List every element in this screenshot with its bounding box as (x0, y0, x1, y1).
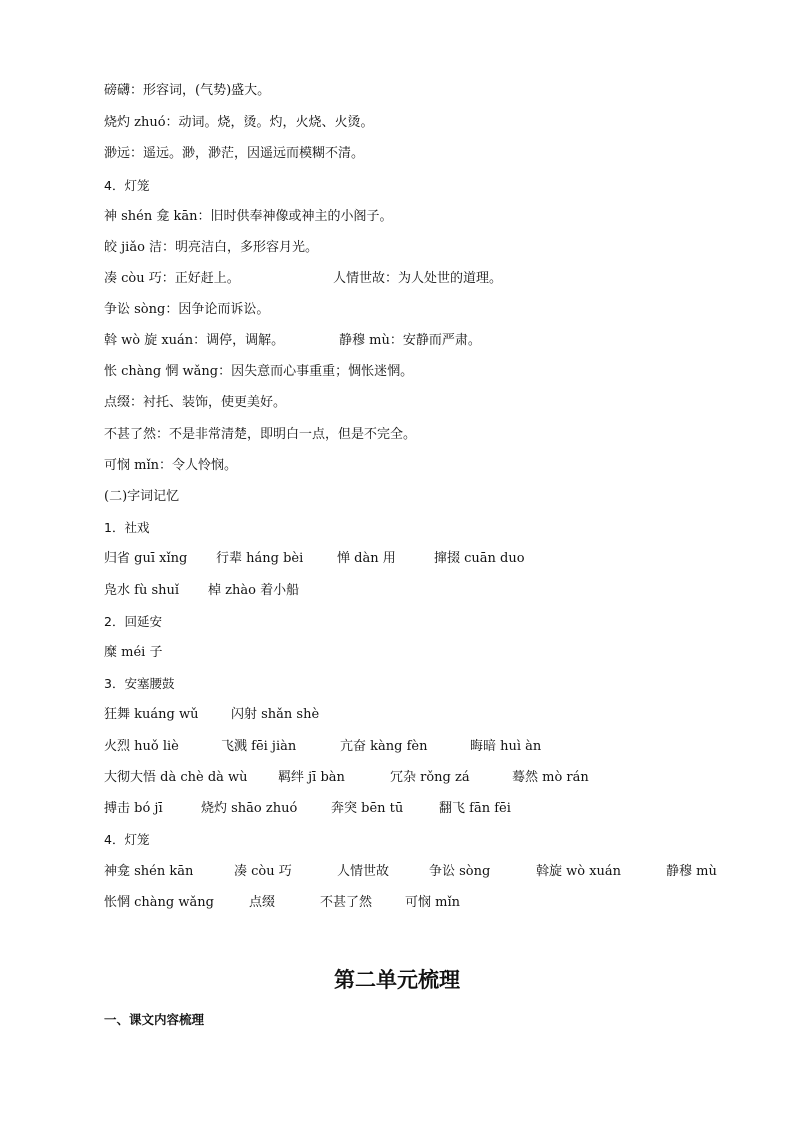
lesson-heading: 4．灯笼 (104, 178, 150, 193)
word-item: 羁绊 jī bàn (278, 770, 345, 785)
definition-line: 可悯 mǐn：令人怜悯。 (104, 458, 237, 473)
word-item: 亢奋 kàng fèn (340, 739, 428, 754)
word-item: 可悯 mǐn (405, 895, 460, 910)
lesson-heading: 1．社戏 (104, 520, 150, 535)
word-row (104, 770, 724, 786)
definition-right: 人情世故：为人处世的道理。 (333, 271, 503, 286)
definition-line: 烧灼 zhuó：动词。烧，烫。灼，火烧、火烫。 (104, 115, 374, 130)
word-row (104, 895, 724, 911)
word-item: 行辈 háng bèi (216, 551, 304, 566)
word-item: 火烈 huǒ liè (104, 739, 179, 754)
word-item: 归省 guī xǐng (104, 551, 188, 566)
word-row (104, 583, 724, 599)
word-item: 闪射 shǎn shè (231, 707, 320, 722)
word-item: 翻飞 fān fēi (439, 801, 511, 816)
word-item: 点缀 (249, 895, 276, 910)
word-item: 神龛 shén kān (104, 864, 194, 879)
definition-line: 神 shén 龛 kān：旧时供奉神像或神主的小阁子。 (104, 209, 393, 224)
word-item: 奔突 bēn tū (331, 801, 404, 816)
word-row (104, 645, 162, 661)
word-item: 大彻大悟 dà chè dà wù (104, 770, 248, 785)
word-row (104, 707, 724, 723)
word-item: 冗杂 rǒng zá (390, 770, 470, 785)
definition-pair (104, 271, 704, 287)
word-item: 搏击 bó jī (104, 801, 163, 816)
subsection-heading: (二)字词记忆 (104, 489, 180, 504)
definition-left: 凑 còu 巧：正好赶上。 (104, 271, 240, 286)
word-item: 狂舞 kuáng wǔ (104, 707, 199, 722)
lesson-heading: 3．安塞腰鼓 (104, 676, 175, 691)
word-item: 不甚了然 (320, 895, 373, 910)
word-item: 人情世故 (337, 864, 390, 879)
word-item: 蓦然 mò rán (512, 770, 589, 785)
definition-right: 静穆 mù：安静而严肃。 (339, 333, 481, 348)
word-item: 凫水 fù shuǐ (104, 583, 180, 598)
word-item: 棹 zhào 着小船 (208, 583, 300, 598)
word-item: 斡旋 wò xuán (536, 864, 622, 879)
word-row (104, 801, 724, 817)
unit-title: 第二单元梳理 (334, 968, 460, 992)
section-heading: 一、课文内容梳理 (104, 1012, 205, 1027)
word-item: 凑 còu 巧 (234, 864, 292, 879)
definition-left: 斡 wò 旋 xuán：调停，调解。 (104, 333, 285, 348)
word-item: 争讼 sòng (429, 864, 491, 879)
definition-line: 点缀：衬托、装饰，使更美好。 (104, 395, 287, 410)
word-item: 惮 dàn 用 (337, 551, 396, 566)
lesson-heading: 4．灯笼 (104, 832, 150, 847)
word-item: 烧灼 shāo zhuó (201, 801, 298, 816)
word-row (104, 864, 734, 880)
definition-line: 争讼 sòng：因争论而诉讼。 (104, 302, 270, 317)
word-item: 飞溅 fēi jiàn (221, 739, 297, 754)
word-row (104, 739, 724, 755)
definition-line: 磅礴：形容词，(气势)盛大。 (104, 83, 271, 98)
definition-line: 不甚了然：不是非常清楚，即明白一点，但是不完全。 (104, 427, 417, 442)
word-item: 糜 méi 子 (104, 645, 163, 660)
lesson-heading: 2．回延安 (104, 614, 162, 629)
word-item: 撺掇 cuān duo (434, 551, 525, 566)
definition-line: 渺远：遥远。渺，渺茫，因遥远而模糊不清。 (104, 146, 365, 161)
definition-pair (104, 333, 704, 349)
word-item: 晦暗 huì àn (470, 739, 542, 754)
word-item: 怅惘 chàng wǎng (104, 895, 214, 910)
word-row (104, 551, 724, 567)
definition-line: 怅 chàng 惘 wǎng：因失意而心事重重；惆怅迷惘。 (104, 364, 414, 379)
word-item: 静穆 mù (666, 864, 717, 879)
definition-line: 皎 jiǎo 洁：明亮洁白，多形容月光。 (104, 240, 319, 255)
